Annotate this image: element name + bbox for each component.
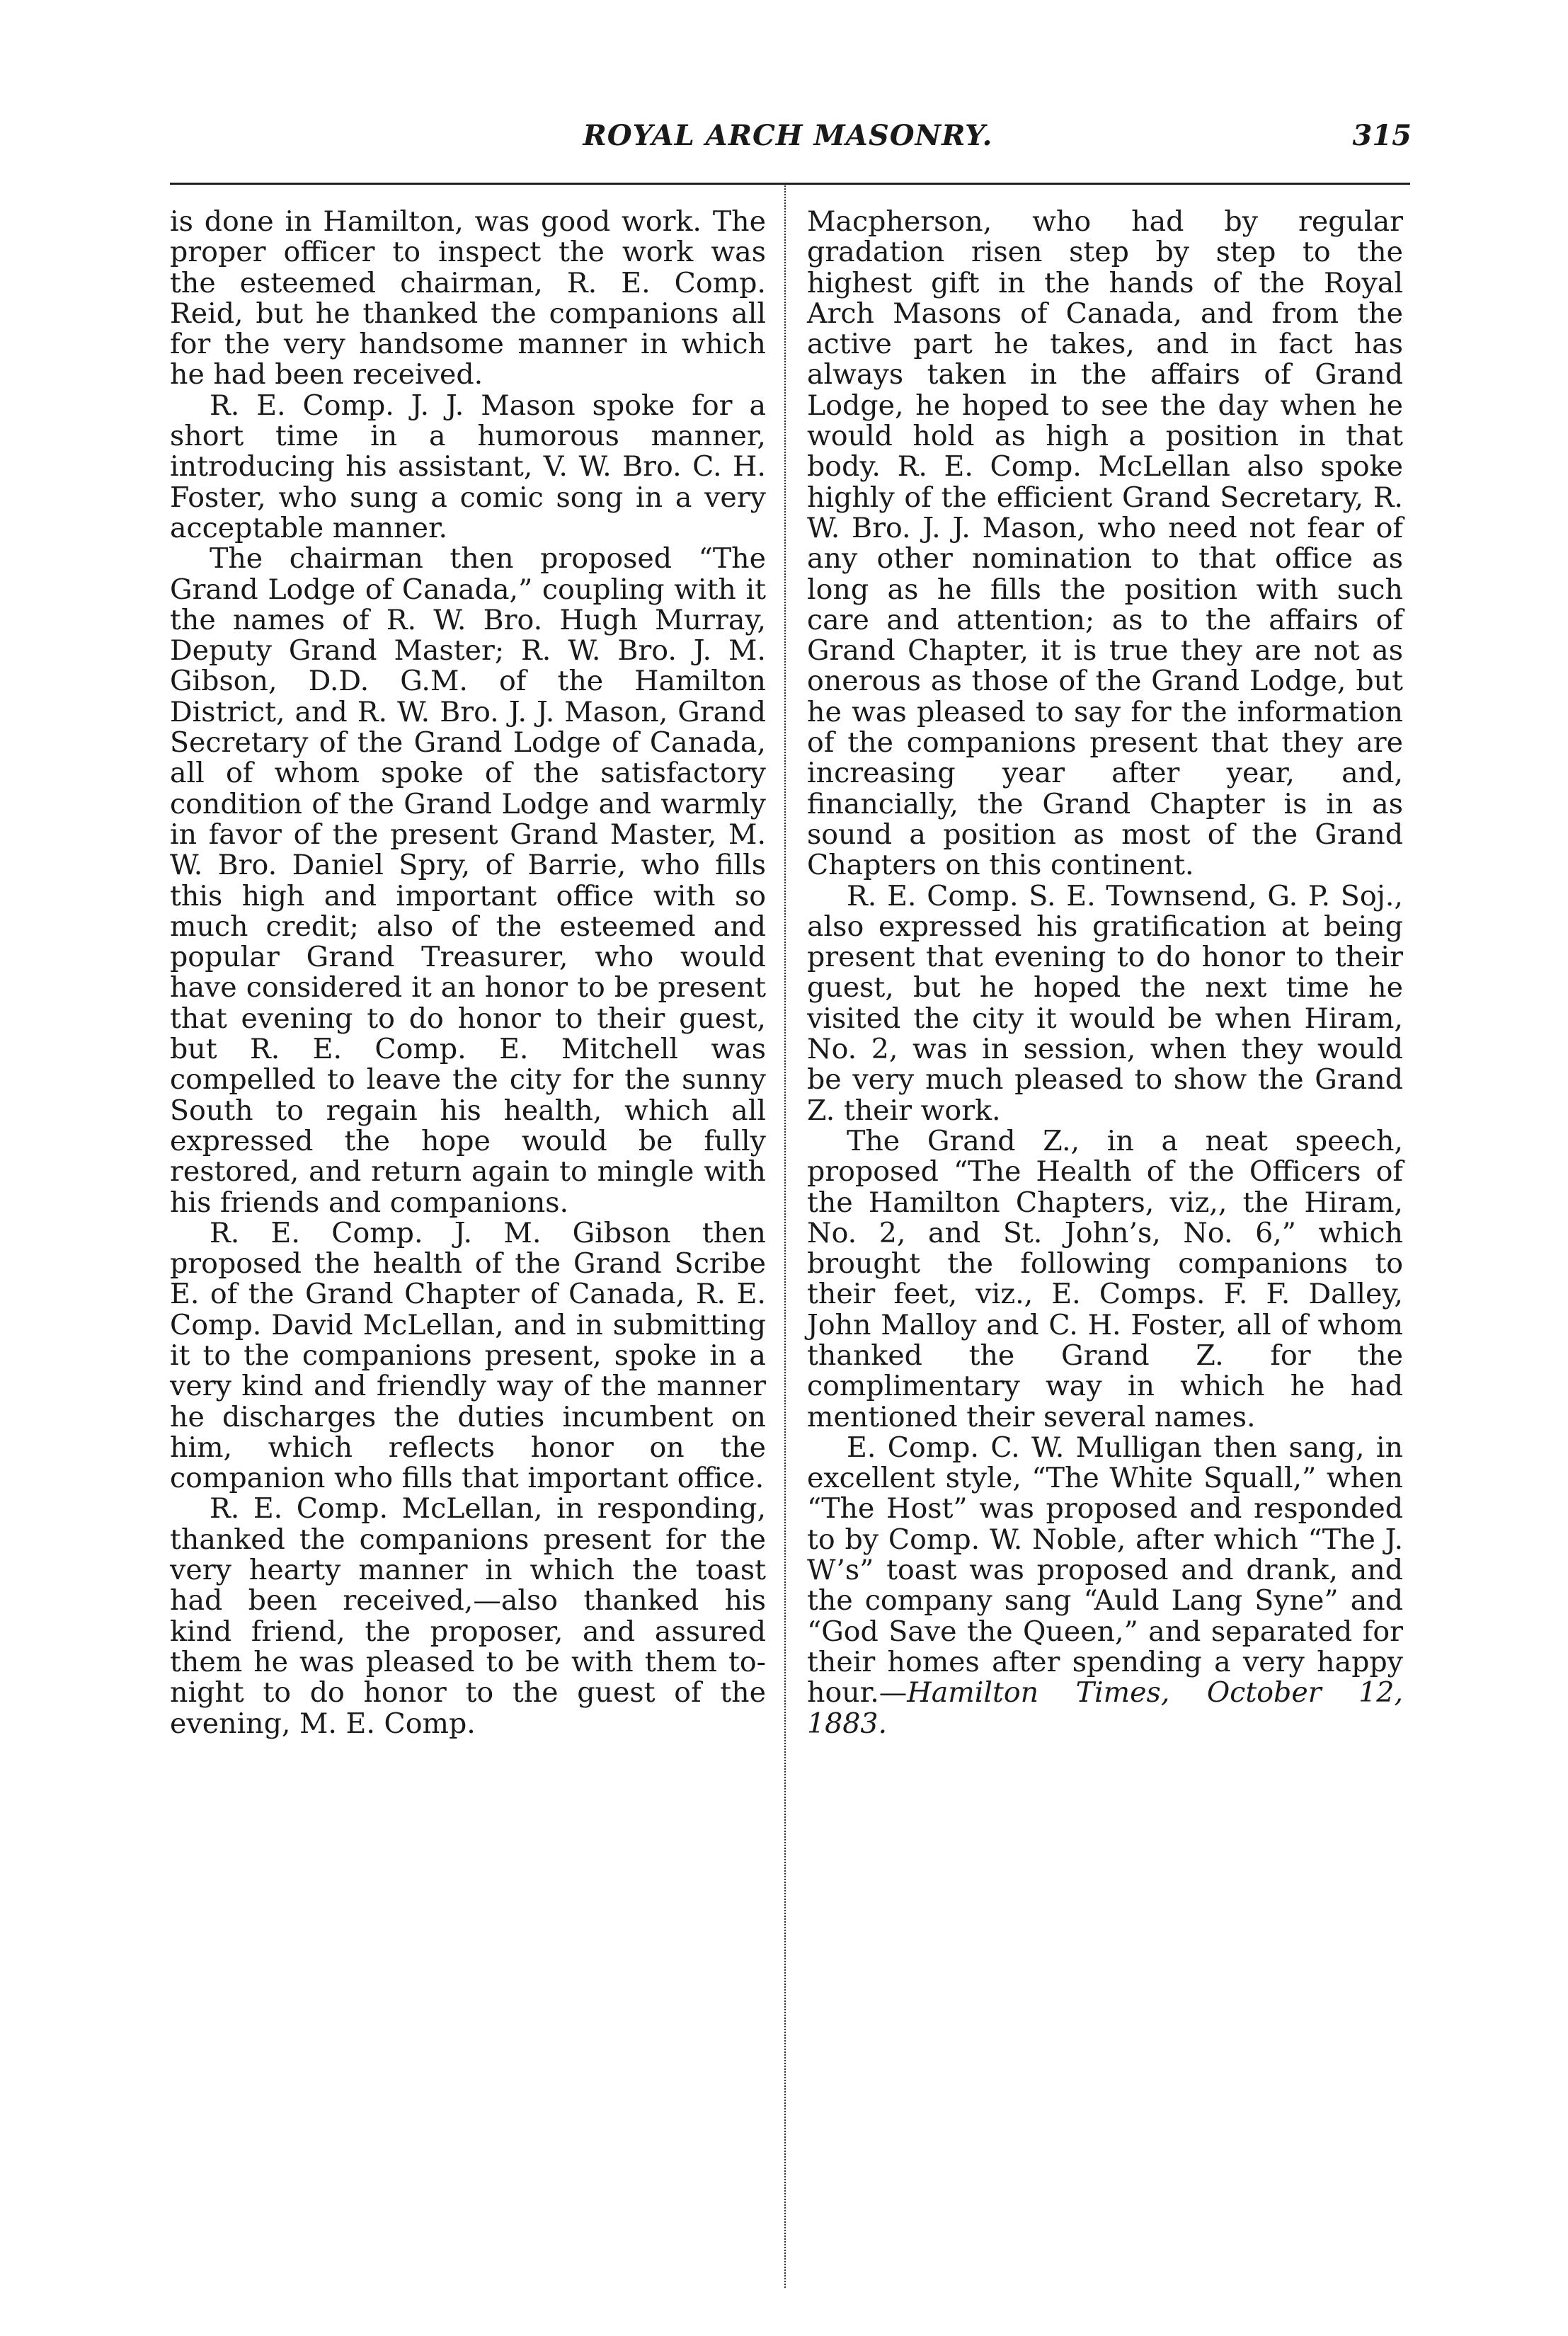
left-column [170, 207, 766, 1739]
page-header [164, 119, 1412, 168]
paragraph: R. E. Comp. J. J. Mason spoke for a short time in a humorous manner, introducing his assistant, V. W. Bro. C. H. Foster, who sung a comic song in a very acceptable manner. [170, 389, 766, 544]
running-title: ROYAL ARCH MASONRY. [583, 119, 993, 152]
paragraph: Macpherson, who had by regular gradation risen step by step to the highest gift in the hands of the Royal Arch Masons of Canada, and from the active part he takes, and in fact has always taken in the affairs of Grand Lodge, he hoped to see the day when he would hold as high a position in that body. R. E. Comp. McLellan also spoke highly of the efficient Grand Secretary, R. W. Bro. J. J. Mason, who need not fear of any other nomination to that office as long as he fills the position with such care and attention; as to the affairs of Grand Chapter, it is true they are not as onerous as those of the Grand Lodge, but he was pleased to say for the information of the companions present that they are increasing year after year, and, financially, the Grand Chapter is in as sound a position as most of the Grand Chapters on this continent. [807, 205, 1403, 882]
paragraph: R. E. Comp. J. M. Gibson then proposed the health of the Grand Scribe E. of the Grand Chapter of Canada, R. E. Comp. David McLellan, and in submitting it to the companions present, spoke in a very kind and friendly way of the manner he discharges the duties incumbent on him, which reflects honor on the companion who fills that important office. [170, 1216, 766, 1495]
paragraph: is done in Hamilton, was good work. The proper officer to inspect the work was the esteemed chairman, R. E. Comp. Reid, but he thanked the companions all for the very handsome manner in which he had been received. [170, 205, 766, 391]
last-paragraph [807, 1433, 1403, 1739]
closing-citation: Hamilton Times, October 12, 1883. [807, 1676, 1403, 1740]
paragraph: R. E. Comp. McLellan, in responding, thanked the companions present for the very hearty manner in which the toast had been received,—also thanked his kind friend, the proposer, and assured them he was pleased to be with them to-night to do honor to the guest of the evening, M. E. Comp. [170, 1492, 766, 1740]
page-number: 315 [1352, 119, 1412, 152]
column-divider [784, 185, 786, 2288]
right-column [807, 207, 1403, 1739]
paragraph: R. E. Comp. S. E. Townsend, G. P. Soj., also expressed his gratification at being present that evening to do honor to their guest, but he hoped the next time he visited the city it would be when Hiram, No. 2, was in session, when they would be very much pleased to show the Grand Z. their work. [807, 879, 1403, 1127]
paragraph: The chairman then proposed “The Grand Lodge of Canada,” coupling with it the names of R. W. Bro. Hugh Murray, Deputy Grand Master; R. W. Bro. J. M. Gibson, D.D. G.M. of the Hamilton District, and R. W. Bro. J. J. Mason, Grand Secretary of the Grand Lodge of Canada, all of whom spoke of the satisfactory condition of the Grand Lodge and warmly in favor of the present Grand Master, M. W. Bro. Daniel Spry, of Barrie, who fills this high and important office with so much credit; also of the esteemed and popular Grand Treasurer, who would have considered it an honor to be present that evening to do honor to their guest, but R. E. Comp. E. Mitchell was compelled to leave the city for the sunny South to regain his health, which all expressed the hope would be fully restored, and return again to mingle with his friends and companions. [170, 542, 766, 1219]
paragraph: The Grand Z., in a neat speech, proposed “The Health of the Officers of the Hamilton Chapters, viz,, the Hiram, No. 2, and St. John’s, No. 6,” which brought the following companions to their feet, viz., E. Comps. F. F. Dalley, John Malloy and C. H. Foster, all of whom thanked the Grand Z. for the complimentary way in which he had mentioned their several names. [807, 1124, 1403, 1433]
paragraph-text: E. Comp. C. W. Mulligan then sang, in excellent style, “The White Squall,” when “The Host” was proposed and responded to by Comp. W. Noble, after which “The J. W’s” toast was proposed and drank, and the company sang “Auld Lang Syne” and “God Save the Queen,” and separated for their homes after spending a very happy hour.— [807, 1431, 1403, 1710]
header-rule [170, 183, 1410, 185]
